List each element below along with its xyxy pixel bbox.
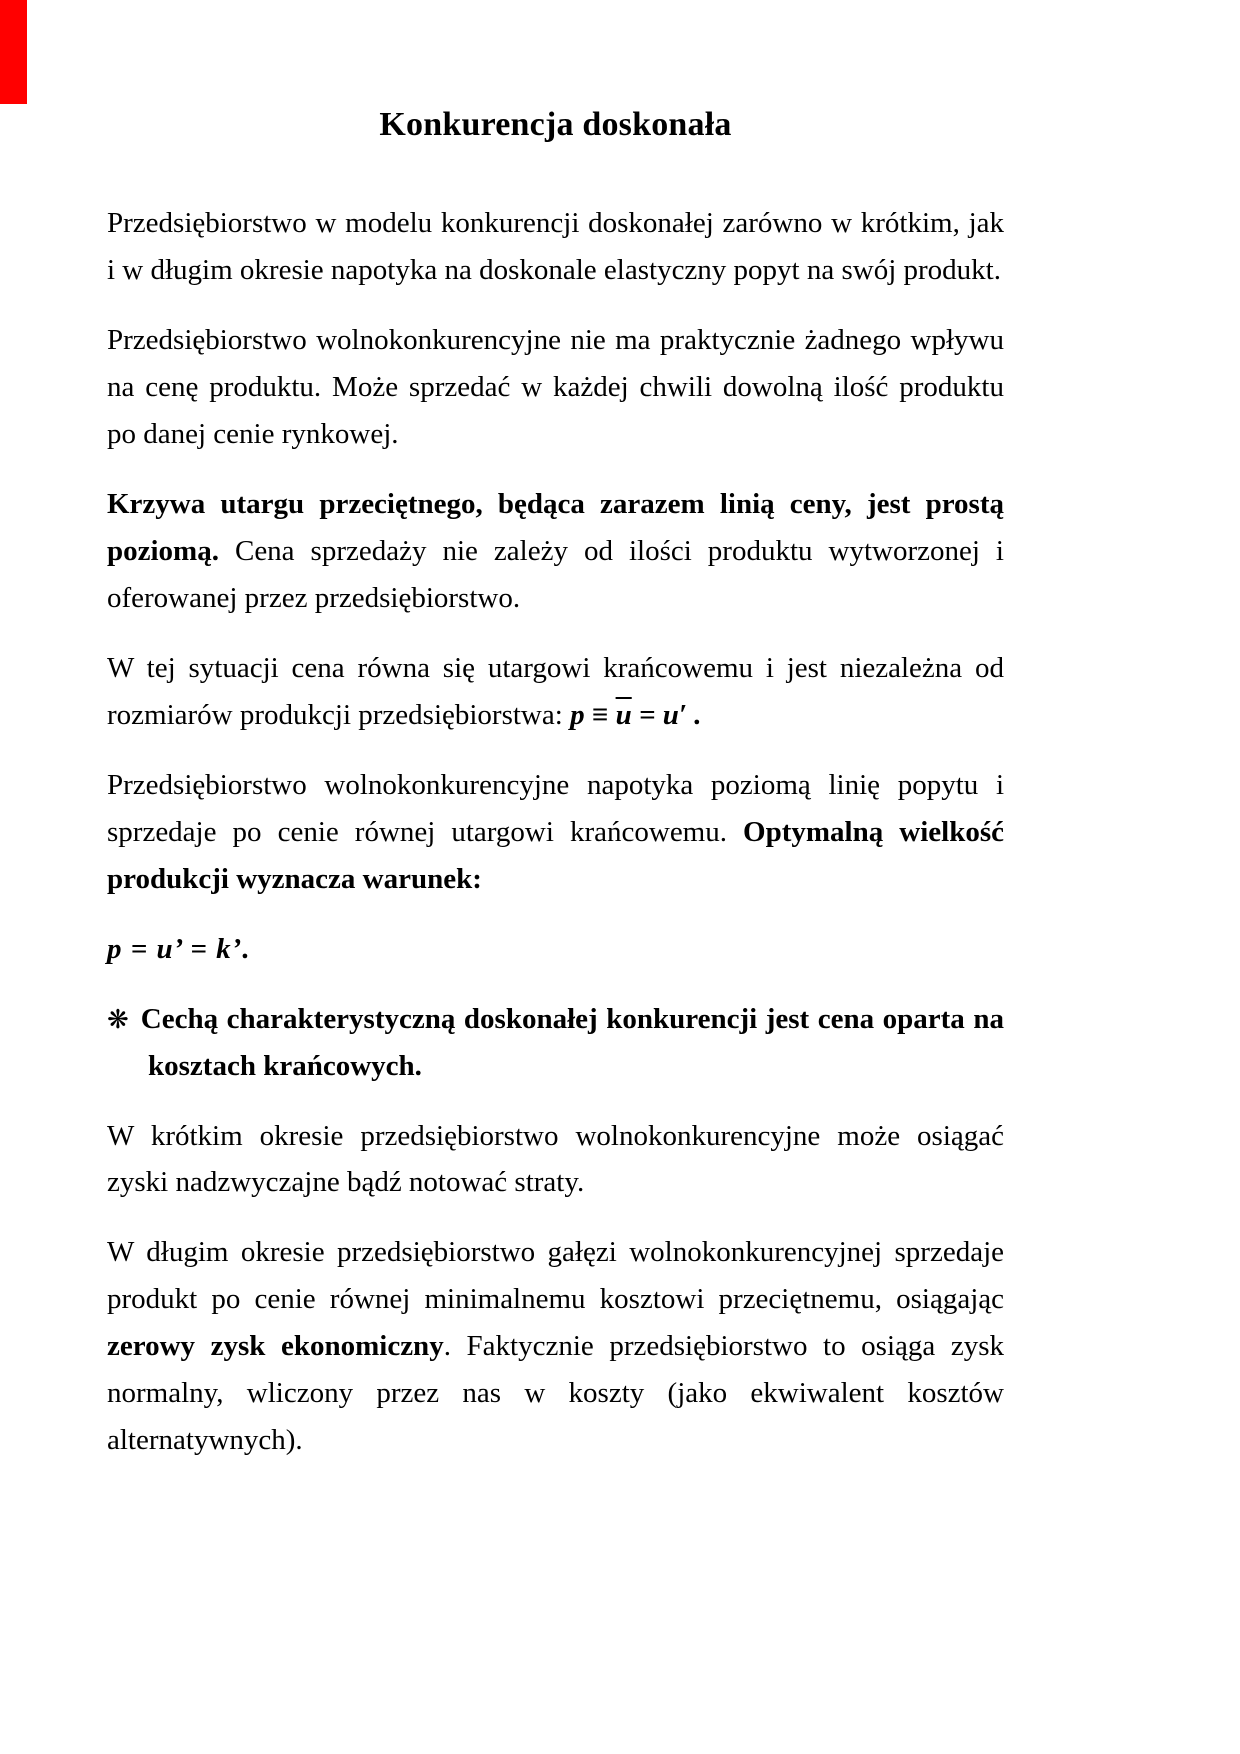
bold-lead-sentence: Krzywa utargu przeciętnego, będąca zarazem linią ceny, jest prostą poziomą. [107,487,1004,567]
paragraph-text: W krótkim okresie przedsiębiorstwo wolnokonkurencyjne może osiągać zyski nadzwyczajne bądź notować straty. [107,1119,1004,1199]
paragraph-text: Przedsiębiorstwo wolnokonkurencyjne napotyka poziomą linię popytu i sprzedaje po cenie równej utargowi krańcowemu. [107,768,1004,848]
snowflake-bullet-icon: ❋ [107,1004,129,1035]
paragraph-elastic-demand [107,200,1004,294]
paragraph-text: Cena sprzedaży nie zależy od ilości produktu wytworzonej i oferowanej przez przedsiębiorstwo. [107,534,1004,614]
paragraph-text: W długim okresie przedsiębiorstwo gałęzi wolnokonkurencyjnej sprzedaje produkt po cenie równej minimalnemu kosztowi przeciętnemu, osiągając [107,1236,1004,1316]
paragraph-text: Przedsiębiorstwo w modelu konkurencji doskonałej zarówno w krótkim, jak i w długim okresie napotyka na doskonale elastyczny popyt na swój produkt. [107,207,1004,286]
bold-zero-profit: zerowy zysk ekonomiczny [107,1330,444,1363]
bold-condition-lead: Optymalną wielkość produkcji wyznacza warunek: [107,815,1004,895]
paragraph-text: . Faktycznie przedsiębiorstwo to osiąga zysk normalny, wliczony przez nas w koszty (jako ekwiwalent kosztów alternatywnych). [107,1330,1004,1457]
formula-part: = u′ . [631,698,702,731]
paragraph-price-equals-marginal-revenue [107,645,1004,739]
page-edge-red-marker [0,0,27,104]
paragraph-text: Przedsiębiorstwo wolnokonkurencyjne nie ma praktycznie żadnego wpływu na cenę produktu. Może sprzedać w każdej chwili dowolną ilość produktu po danej cenie rynkowej. [107,323,1004,450]
paragraph-no-price-influence [107,317,1004,458]
paragraph-average-revenue-curve [107,481,1004,622]
bullet-text: Cechą charakterystyczną doskonałej konkurencji jest cena oparta na kosztach krańcowych. [140,1002,1004,1082]
document-title: Konkurencja doskonała [379,106,732,143]
document-body [107,106,1004,1464]
paragraph-short-run [107,1113,1004,1207]
paragraph-long-run [107,1229,1004,1464]
centered-equation: p = u’ = k’. [107,932,251,965]
bullet-point-marginal-cost-price [107,996,1004,1090]
paragraph-optimal-output [107,762,1004,903]
paragraph-text: W tej sytuacji cena równa się utargowi krańcowemu i jest niezależna od rozmiarów produkcji przedsiębiorstwa: [107,651,1004,731]
formula-u-bar: $\overline{u}$ [615,698,632,731]
formula-part: p ≡ [570,698,616,731]
inline-formula [570,699,701,731]
